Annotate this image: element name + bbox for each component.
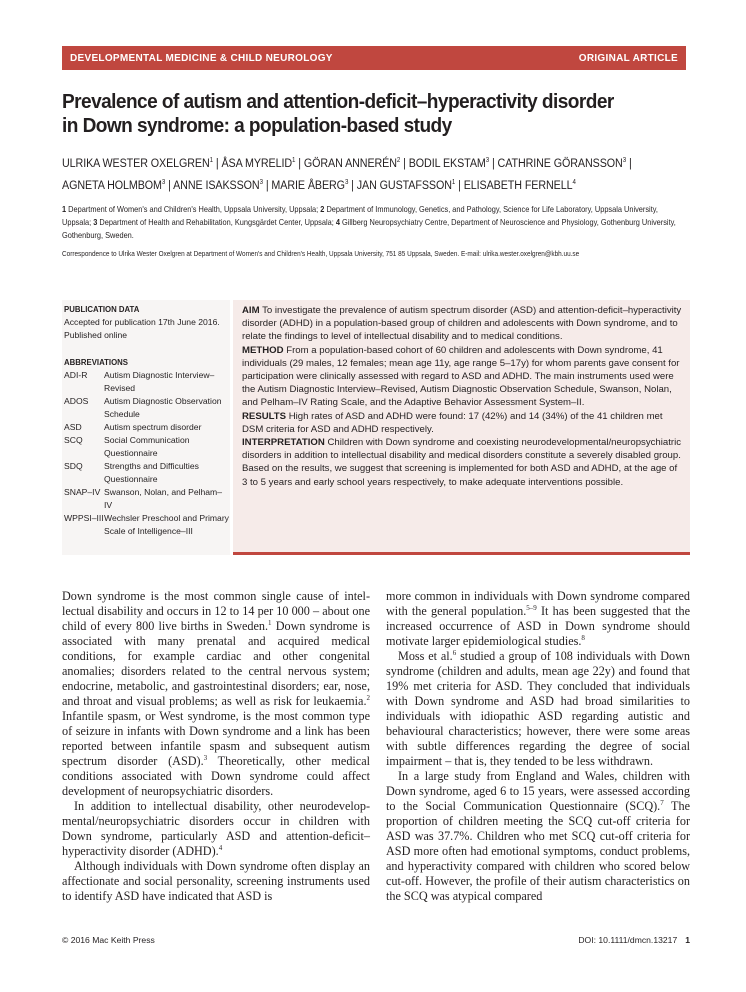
abstract-text: Children with Down syndrome and coexisting neurodevelopmental/neuropsychiatric disorders in addition to intellectual disability and medical disorders constitute a severely disabled group. Based on the results, we suggest that screening is implemented for both ASD and ADHD, at the age of 3 to 5 years and early school years respectively, to make adequate interventions possible. xyxy=(242,437,682,488)
abbreviation-value: Wechsler Preschool and Primary Scale of Intelligence–III xyxy=(104,513,229,536)
body-text: Down syndrome is associated with many prenatal and acquired medical conditions, for example cardiac and other congenital anomalies; disorders related to the central nervous system; endocrine, metabolic, and gastrointestinal disorders; ear, nose, and throat and visual problems; as well as risk for leukaemia. xyxy=(62,619,370,708)
abstract-section-interpretation xyxy=(242,436,682,489)
body-text: It has been suggested that the increased occurrence of ASD in Down syndrome should motivate larger epidemiological studies. xyxy=(386,604,690,648)
citation-reference: 5–9 xyxy=(526,603,537,612)
doi-page xyxy=(578,935,690,945)
copyright: © 2016 Mac Keith Press xyxy=(62,935,155,945)
abstract-section-results xyxy=(242,410,682,436)
author-name: CATHRINE GÖRANSSON xyxy=(497,156,623,171)
affiliation-number: 3 xyxy=(93,217,98,227)
abstract-box xyxy=(233,300,690,555)
abstract-text: High rates of ASD and ADHD were found: 17 (42%) and 14 (34%) of the 41 children met DSM criteria for ASD and ADHD respectively. xyxy=(242,410,663,435)
abstract-label: RESULTS xyxy=(242,410,287,422)
title-line-2: in Down syndrome: a population-based study xyxy=(62,114,452,137)
citation-reference: 8 xyxy=(581,633,585,642)
abbreviation-value: Strengths and Difficulties Questionnaire xyxy=(104,461,199,484)
abstract-label: INTERPRETATION xyxy=(242,437,325,449)
author-affiliation-mark: 3 xyxy=(161,179,166,187)
abbreviation-row xyxy=(64,395,230,421)
body-column-left xyxy=(62,589,370,904)
title-line-1: Prevalence of autism and attention-deficit–hyperactivity disorder xyxy=(62,90,614,113)
affiliation-number: 1 xyxy=(62,204,67,214)
abbreviation-key: ADOS xyxy=(64,396,89,406)
citation-reference: 6 xyxy=(452,648,457,657)
abbreviation-key: SCQ xyxy=(64,435,83,445)
journal-header-bar xyxy=(62,46,686,70)
publication-data xyxy=(64,303,230,342)
page-footer xyxy=(62,935,690,945)
author-affiliation-mark: 3 xyxy=(622,157,627,164)
body-text: Infantile spasm, or West syndrome, is the most common type of seizure in infants with Down syndrome and a link has been reported between infantile spasm and subsequent autism spectrum disorder (ASD). xyxy=(62,709,370,768)
affiliations xyxy=(62,203,685,242)
citation-reference: 4 xyxy=(218,843,223,852)
affiliation-number: 2 xyxy=(320,204,325,214)
published-online: Published online xyxy=(64,330,128,340)
abbreviation-row xyxy=(64,421,230,434)
body-paragraph xyxy=(62,589,370,799)
abstract-section-aim xyxy=(242,304,682,344)
abstract-section-method xyxy=(242,344,682,410)
body-text: In a large study from England and Wales, children with Down syndrome, aged 6 to 15 years, were assessed according to the Social Communication Questionnaire (SCQ). xyxy=(386,769,690,813)
citation-reference: 1 xyxy=(268,618,272,627)
body-text: The proportion of children meeting the SCQ cut-off criteria for ASD was 37.7%. Children who met SCQ cut-off criteria for ASD more often had emotional symptoms, conduct problems, and hyperactivity compared with children who scored below cut-off. However, the profile of their autism characteristics on the SCQ was atypical compared xyxy=(386,799,690,903)
author-name: BODIL EKSTAM xyxy=(408,156,486,171)
abbreviation-value: Social Communication Questionnaire xyxy=(104,435,190,458)
author-name: JAN GUSTAFSSON xyxy=(356,178,452,193)
author-name: ÅSA MYRELID xyxy=(221,156,293,171)
publication-data-heading: PUBLICATION DATA xyxy=(64,305,140,314)
author-affiliation-mark: 3 xyxy=(344,179,349,187)
author-affiliation-mark: 4 xyxy=(572,179,576,187)
body-paragraph xyxy=(386,649,690,769)
body-paragraph xyxy=(62,799,370,859)
author-name: ANNE ISAKSSON xyxy=(173,178,260,193)
abstract-text: From a population-based cohort of 60 children and adolescents with Down syndrome, 41 individuals (29 males, 12 females; mean age 11y, age range 5–17y) for whom parents gave consent for participation were clinically assessed with regard to ASD and ADHD. The main instruments used were the Autism Diagnostic Interview–Revised, Autism Diagnostic Observation Schedule, Swanson, Nolan, and Pelham–IV Rating Scale, and the Adaptive Behavior Assessment System–II. xyxy=(242,344,680,409)
publication-sidebar xyxy=(62,300,230,555)
abstract-label: AIM xyxy=(242,305,260,316)
abbreviations-heading: ABBREVIATIONS xyxy=(64,358,128,367)
body-paragraph xyxy=(386,769,690,904)
body-text: In addition to intellectual disability, other neurodevelopmental/neuropsychiatric disorders occur in children with Down syndrome, particularly ASD and attention-deficit–hyperactivity disorder (ADHD). xyxy=(62,799,370,858)
article-title xyxy=(62,90,657,138)
article-type: ORIGINAL ARTICLE xyxy=(578,52,678,64)
citation-reference: 3 xyxy=(203,753,208,762)
page-number: 1 xyxy=(685,935,690,945)
abbreviation-value: Autism spectrum disorder xyxy=(104,422,202,432)
abbreviation-key: WPPSI–III xyxy=(64,513,104,523)
body-column-right xyxy=(386,589,690,904)
affiliation-number: 4 xyxy=(335,217,340,227)
author-affiliation-mark: 1 xyxy=(209,157,214,164)
author-name: ULRIKA WESTER OXELGREN xyxy=(62,156,210,171)
body-text: studied a group of 108 individuals with Down syndrome (children and adults, mean age 22y) and found that 19% met criteria for ASD. They concluded that individuals with Down syndrome and ASD had broad similarities to individuals with idiopathic ASD regarding autistic and behavioural characteristics; however, there were some areas with subtle differences regarding the degree of social impairment – that is, they tended to be less withdrawn. xyxy=(386,649,691,768)
author-affiliation-mark: 1 xyxy=(451,179,456,187)
abbreviation-key: ADI-R xyxy=(64,370,88,380)
abbreviation-row xyxy=(64,434,230,460)
journal-name: DEVELOPMENTAL MEDICINE & CHILD NEUROLOGY xyxy=(70,52,333,64)
abbreviation-value: Autism Diagnostic Observation Schedule xyxy=(104,396,222,419)
body-text: Theoretically, other medical conditions associated with Down syndrome could affect development of neuropsychiatric disorders. xyxy=(62,754,371,798)
author-affiliation-mark: 2 xyxy=(396,157,401,164)
affiliation-text: Department of Women's and Children's Health, Uppsala University, Uppsala; xyxy=(68,204,319,214)
affiliation-text: Department of Immunology, Genetics, and Pathology, Science for Life Laboratory, Uppsala University, Uppsala; xyxy=(62,204,658,227)
author-affiliation-mark: 3 xyxy=(259,179,263,187)
author-name: MARIE ÅBERG xyxy=(271,178,345,193)
abbreviation-key: ASD xyxy=(64,422,82,432)
abbreviation-key: SNAP–IV xyxy=(64,487,101,497)
body-paragraph xyxy=(62,859,370,904)
correspondence: Correspondence to Ulrika Wester Oxelgren at Department of Women's and Children's Health, Uppsala University, 751 85 Uppsala, Sweden. E-mail: ulrika.wester.oxelgren@kbh.uu.se xyxy=(62,249,580,258)
abbreviation-value: Swanson, Nolan, and Pelham–IV xyxy=(104,487,223,510)
body-text: Down syndrome is the most common single cause of intellectual disability and occurs in 12 to 14 per 10 000 – about one child of every 800 live births in Sweden. xyxy=(62,589,370,633)
affiliation-text: Department of Health and Rehabilitation, Kungsgärdet Center, Uppsala; xyxy=(99,217,334,227)
author-affiliation-mark: 3 xyxy=(485,157,490,164)
body-text: Moss et al. xyxy=(398,649,453,663)
author-list: ULRIKA WESTER OXELGREN$^1$ | ÅSA MYRELID$^1$ | GÖRAN ANNERÉN$^2$ | BODIL EKSTAM$^3$ | CATHRINE GÖRANSSON$^3$ | AGNETA HOLMBOM$^3$ | ANNE ISAKSSON$^3$ | MARIE ÅBERG$^3$ | JAN GUSTAFSSON$^1$ | ELISABETH FERNELL$^4$ xyxy=(62,156,632,193)
body-text: Although individuals with Down syndrome often display an affectionate and social personality, screening instruments used to identify ASD have indicated that ASD is xyxy=(62,859,370,903)
abbreviation-row xyxy=(64,486,230,512)
citation-reference: 7 xyxy=(660,798,664,807)
abbreviation-row xyxy=(64,512,230,538)
accepted-date: Accepted for publication 17th June 2016. xyxy=(64,317,220,327)
body-paragraph xyxy=(386,589,690,649)
abbreviation-row xyxy=(64,460,230,486)
author-name: GÖRAN ANNERÉN xyxy=(303,156,397,171)
author-affiliation-mark: 1 xyxy=(292,157,296,164)
body-text: more common in individuals with Down syndrome compared with the general population. xyxy=(386,589,690,618)
affiliation-text: Gillberg Neuropsychiatry Centre, Department of Neuroscience and Physiology, Gothenburg University, Gothenburg, Sweden. xyxy=(62,217,676,240)
author-name: ELISABETH FERNELL xyxy=(463,178,573,193)
abbreviations xyxy=(64,356,230,538)
abstract-label: METHOD xyxy=(242,344,284,356)
citation-reference: 2 xyxy=(366,693,370,702)
abbreviation-value: Autism Diagnostic Interview–Revised xyxy=(104,370,215,393)
abstract-text: To investigate the prevalence of autism spectrum disorder (ASD) and attention-deficit–hyperactivity disorder (ADHD) in a population-based group of children and adolescents with Down syndrome, and to relate the findings to level of intellectual disability and to medical conditions. xyxy=(242,305,682,343)
abbreviation-row xyxy=(64,369,230,395)
author-name: AGNETA HOLMBOM xyxy=(62,178,162,193)
doi: DOI: 10.1111/dmcn.13217 xyxy=(578,935,678,945)
abbreviation-key: SDQ xyxy=(64,461,83,471)
